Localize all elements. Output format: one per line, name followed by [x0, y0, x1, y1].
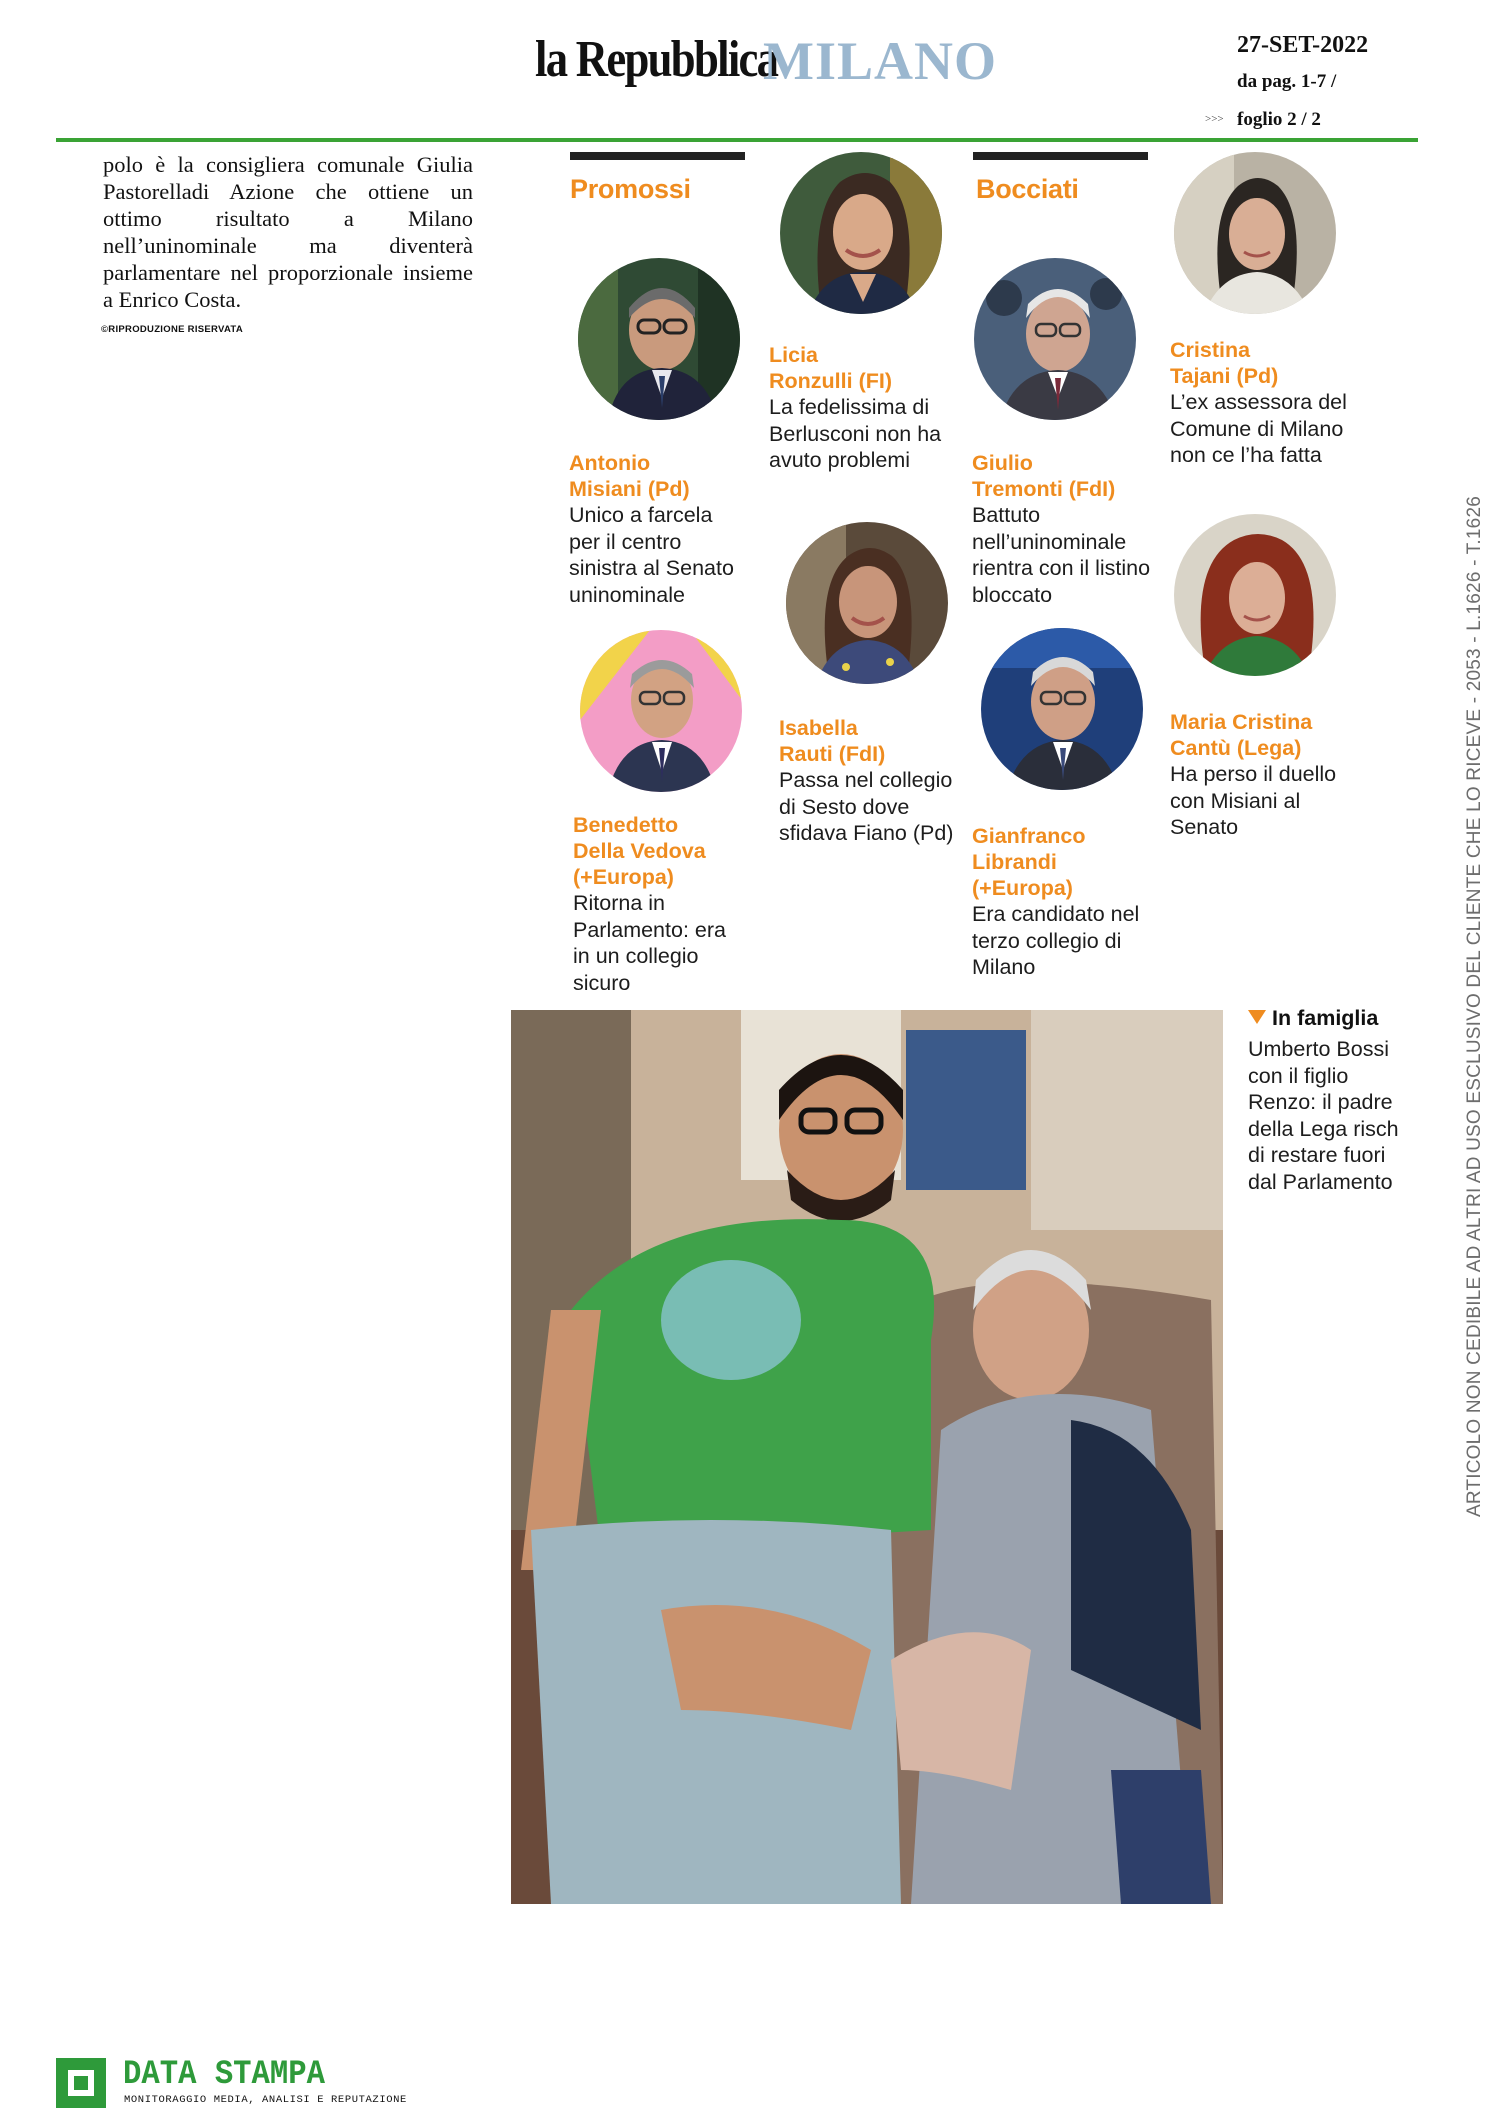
arrow-marker: >>> — [1205, 113, 1224, 125]
person-name: Ronzulli (FI) — [769, 369, 892, 393]
family-photo — [511, 1010, 1223, 1904]
promossi-title: Promossi — [570, 174, 691, 204]
portrait-della-vedova — [580, 630, 742, 792]
person-description: Passa nel collegio di Sesto dove sfidava Fiano (Pd) — [779, 768, 954, 845]
person-ronzulli — [769, 342, 949, 474]
person-description: La fedelissima di Berlusconi non ha avuto problemi — [769, 395, 942, 472]
person-description: Era candidato nel terzo collegio di Milano — [972, 902, 1140, 979]
person-name: Cantù (Lega) — [1170, 736, 1302, 760]
person-description: L’ex assessora del Comune di Milano non ce l’ha fatta — [1170, 390, 1347, 467]
masthead-brand: la Repubblica — [535, 31, 778, 88]
person-della-vedova — [573, 812, 743, 996]
person-name: Misiani (Pd) — [569, 477, 690, 501]
article-text: polo è la consigliera comunale Giulia Pastorelladi Azione che ottiene un ottimo risultato a Milano nell’uninominale ma diventerà parlamentare nel proporzionale insieme a Enrico Costa. — [103, 152, 473, 312]
data-stampa-brand: DATA STAMPA — [123, 2056, 325, 2094]
portrait-tremonti — [974, 258, 1136, 420]
person-name: Maria Cristina — [1170, 710, 1313, 734]
person-name: Antonio — [569, 451, 651, 475]
person-name: Tajani (Pd) — [1170, 364, 1279, 388]
copyright-note: ©RIPRODUZIONE RISERVATA — [101, 324, 243, 335]
portrait-cantu — [1174, 514, 1336, 676]
person-description: Battuto nell’uninominale rientra con il listino bloccato — [972, 503, 1151, 607]
person-name: Della Vedova — [573, 839, 706, 863]
person-cantu — [1170, 709, 1350, 841]
promossi-bar — [570, 152, 745, 160]
person-name: (+Europa) — [573, 865, 674, 889]
portrait-rauti — [786, 522, 948, 684]
portrait-misiani — [578, 258, 740, 420]
person-name: Gianfranco — [972, 824, 1086, 848]
portrait-tajani — [1174, 152, 1336, 314]
bocciati-bar — [973, 152, 1148, 160]
person-name: (+Europa) — [972, 876, 1073, 900]
issue-date: 27-SET-2022 — [1237, 32, 1369, 58]
person-description: Ritorna in Parlamento: era in un collegio sicuro — [573, 891, 726, 995]
triangle-down-icon — [1248, 1010, 1266, 1024]
bocciati-title: Bocciati — [976, 174, 1079, 204]
person-misiani — [569, 450, 749, 608]
data-stampa-tagline: MONITORAGGIO MEDIA, ANALISI E REPUTAZIONE — [124, 2094, 407, 2106]
person-name: Librandi — [972, 850, 1057, 874]
page-range: da pag. 1-7 / — [1237, 71, 1337, 92]
person-name: Licia — [769, 343, 818, 367]
side-disclaimer: ARTICOLO NON CEDIBILE AD ALTRI AD USO ESCLUSIVO DEL CLIENTE CHE LO RICEVE - 2053 - L.1626 - T.1626 — [1464, 496, 1485, 1517]
data-stampa-logo-icon — [56, 2058, 106, 2108]
person-name: Benedetto — [573, 813, 679, 837]
portrait-librandi — [981, 628, 1143, 790]
photo-caption-title — [1248, 1006, 1378, 1031]
photo-caption-title-text: In famiglia — [1272, 1006, 1379, 1030]
person-name: Giulio — [972, 451, 1033, 475]
header-rule — [56, 138, 1418, 142]
portrait-ronzulli — [780, 152, 942, 314]
person-name: Isabella — [779, 716, 858, 740]
person-rauti — [779, 715, 961, 847]
masthead-edition: MILANO — [763, 31, 997, 91]
person-name: Tremonti (FdI) — [972, 477, 1116, 501]
sheet-number: foglio 2 / 2 — [1237, 109, 1321, 130]
person-description: Unico a farcela per il centro sinistra al Senato uninominale — [569, 503, 734, 607]
person-librandi — [972, 823, 1157, 981]
person-name: Rauti (FdI) — [779, 742, 886, 766]
person-tajani — [1170, 337, 1350, 469]
photo-caption-text: Umberto Bossi con il figlio Renzo: il padre della Lega risch di restare fuori dal Parlamento — [1248, 1037, 1399, 1194]
person-tremonti — [972, 450, 1162, 608]
person-description: Ha perso il duello con Misiani al Senato — [1170, 762, 1337, 839]
person-name: Cristina — [1170, 338, 1251, 362]
